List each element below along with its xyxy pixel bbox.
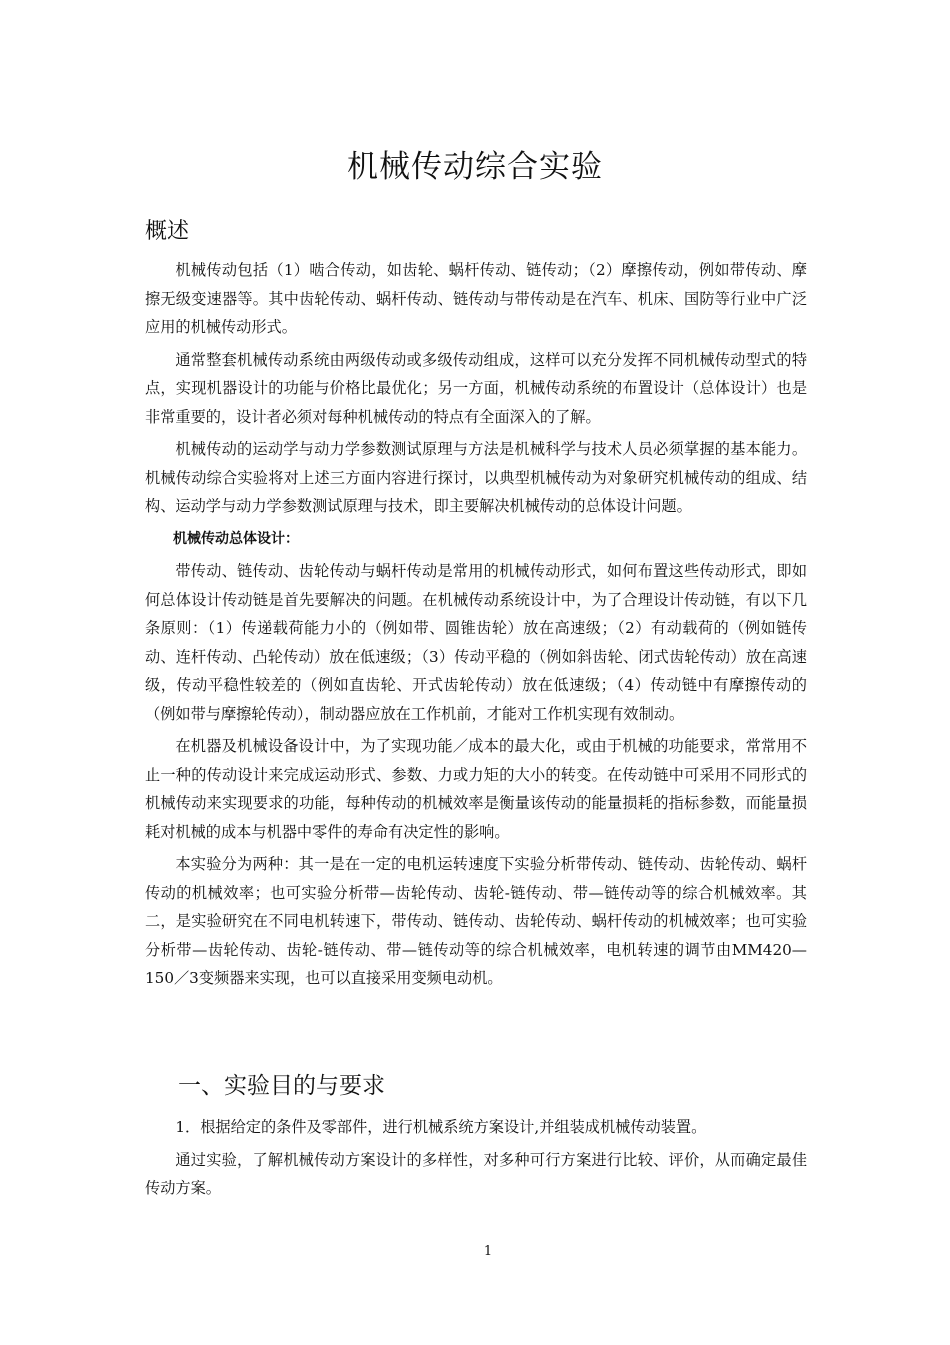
page-number: 1 — [483, 1244, 493, 1259]
design-paragraph: 在机器及机械设备设计中，为了实现功能／成本的最大化，或由于机械的功能要求，常常用不止一种的传动设计来完成运动形式、参数、力或力矩的大小的转变。在传动链中可采用不同形式的机械传动来实现要求的功能，每种传动的机械效率是衡量该传动的能量损耗的指标参数，而能量损耗对机械的成本与机器中零件的寿命有决定性的影响。 — [145, 737, 807, 841]
overview-paragraph: 机械传动包括（1）啮合传动，如齿轮、蜗杆传动、链传动；（2）摩擦传动，例如带传动、摩擦无级变速器等。其中齿轮传动、蜗杆传动、链传动与带传动是在汽车、机床、国防等行业中广泛应用的机械传动形式。 — [145, 261, 807, 336]
objectives-paragraph: 通过实验，了解机械传动方案设计的多样性，对多种可行方案进行比较、评价，从而确定最佳传动方案。 — [145, 1150, 807, 1197]
document-title: 机械传动综合实验 — [347, 149, 603, 185]
overview-paragraph: 通常整套机械传动系统由两级传动或多级传动组成，这样可以充分发挥不同机械传动型式的特点，实现机器设计的功能与价格比最优化；另一方面，机械传动系统的布置设计（总体设计）也是非常重要的，设计者必须对每种机械传动的特点有全面深入的了解。 — [145, 350, 807, 426]
design-paragraph: 带传动、链传动、齿轮传动与蜗杆传动是常用的机械传动形式，如何布置这些传动形式，即如何总体设计传动链是首先要解决的问题。在机械传动系统设计中，为了合理设计传动链，有以下几条原则：（1）传递载荷能力小的（例如带、圆锥齿轮）放在高速级；（2）有动载荷的（例如链传动、连杆传动、凸轮传动）放在低速级；（3）传动平稳的（例如斜齿轮、闭式齿轮传动）放在高速级，传动平稳性较差的（例如直齿轮、开式齿轮传动）放在低速级；（4）传动链中有摩擦传动的（例如带与摩擦轮传动），制动器应放在工作机前，才能对工作机实现有效制动。 — [145, 562, 807, 723]
design-paragraph: 本实验分为两种：其一是在一定的电机运转速度下实验分析带传动、链传动、齿轮传动、蜗杆传动的机械效率；也可实验分析带—齿轮传动、齿轮-链传动、带—链传动等的综合机械效率。其二，是实验研究在不同电机转速下，带传动、链传动、齿轮传动、蜗杆传动的机械效率；也可实验分析带—齿轮传动、齿轮-链传动、带—链传动等的综合机械效率，电机转速的调节由MM420—150／3变频器来实现，也可以直接采用变频电动机。 — [145, 855, 807, 987]
overview-paragraph: 机械传动的运动学与动力学参数测试原理与方法是机械科学与技术人员必须掌握的基本能力。机械传动综合实验将对上述三方面内容进行探讨，以典型机械传动为对象研究机械传动的组成、结构、运动学与动力学参数测试原理与技术，即主要解决机械传动的总体设计问题。 — [145, 440, 807, 515]
objectives-paragraph: 1．根据给定的条件及零部件，进行机械系统方案设计,并组装成机械传动装置。 — [175, 1118, 707, 1136]
objectives-heading: 一、实验目的与要求 — [178, 1073, 385, 1099]
overview-heading: 概述 — [145, 219, 190, 244]
objectives-body — [145, 1113, 807, 1207]
design-subheading: 机械传动总体设计： — [173, 530, 299, 547]
overview-body — [145, 256, 807, 997]
